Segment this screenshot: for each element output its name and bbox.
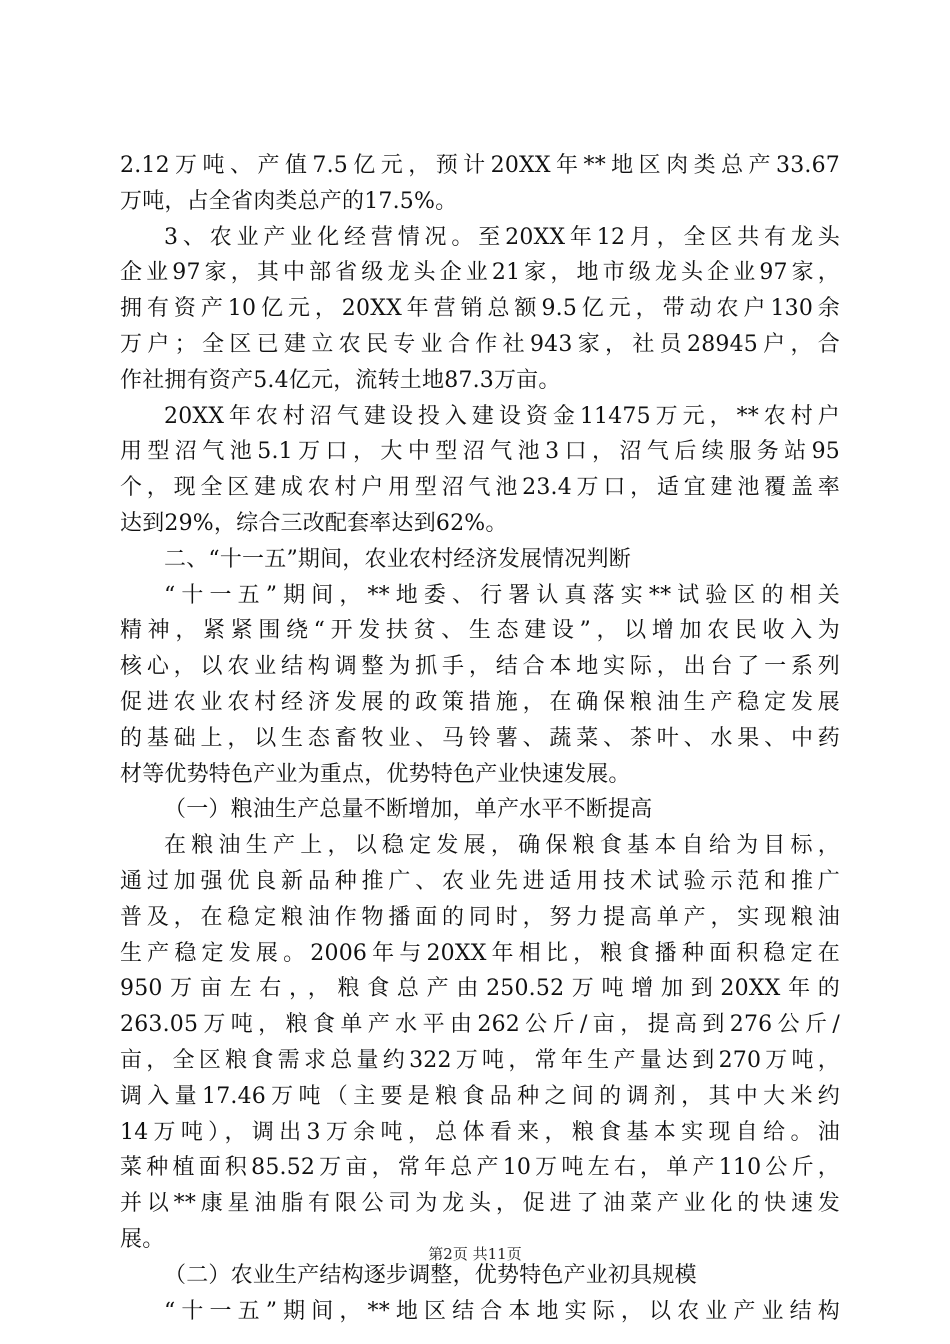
text-line: 14万吨），调出3万余吨，总体看来，粮食基本实现自给。油 [120, 1119, 840, 1145]
text-line: “十一五”期间，**地区结合本地实际，以农业产业结构 [164, 1298, 840, 1324]
text-line: 普及，在稳定粮油作物播面的同时，努力提高单产，实现粮油 [120, 904, 840, 930]
text-line: 二、“十一五”期间，农业农村经济发展情况判断 [164, 546, 631, 572]
text-line: 用型沼气池5.1万口，大中型沼气池3口，沼气后续服务站95 [120, 439, 840, 465]
text-line: 企业97家，其中部省级龙头企业21家，地市级龙头企业97家， [120, 260, 840, 286]
text-line: 生产稳定发展。2006年与20XX年相比，粮食播种面积稳定在 [120, 940, 840, 966]
document-body [120, 148, 840, 1329]
text-line: 拥有资产10亿元，20XX年营销总额9.5亿元，带动农户130余 [120, 296, 840, 322]
text-line: 万户；全区已建立农民专业合作社943家，社员28945户，合 [120, 331, 840, 357]
page-number-footer: 第2页 共11页 [428, 1245, 522, 1263]
text-line: 通过加强优良新品种推广、农业先进适用技术试验示范和推广 [120, 868, 840, 894]
text-line: 个，现全区建成农村户用型沼气池23.4万口，适宜建池覆盖率 [120, 475, 840, 501]
text-line: 核心，以农业结构调整为抓手，结合本地实际，出台了一系列 [120, 654, 840, 680]
text-line: “十一五”期间，**地委、行署认真落实**试验区的相关 [164, 582, 840, 608]
text-line: 并以**康星油脂有限公司为龙头，促进了油菜产业化的快速发 [120, 1191, 840, 1217]
text-line: 263.05万吨，粮食单产水平由262公斤/亩，提高到276公斤/ [120, 1012, 840, 1038]
text-line: 2.12万吨、产值7.5亿元，预计20XX年**地区肉类总产33.67 [120, 153, 840, 178]
text-line: 20XX年农村沼气建设投入建设资金11475万元，**农村户 [164, 403, 840, 429]
text-line: 万吨，占全省肉类总产的17.5%。 [120, 188, 458, 214]
text-line: 达到29%，综合三改配套率达到62%。 [120, 510, 508, 536]
text-line: 的基础上，以生态畜牧业、马铃薯、蔬菜、茶叶、水果、中药 [120, 725, 840, 751]
text-line: 展。 [120, 1226, 165, 1252]
text-line: 亩，全区粮食需求总量约322万吨，常年生产量达到270万吨， [120, 1047, 840, 1073]
text-line: 950万亩左右，，粮食总产由250.52万吨增加到20XX年的 [120, 976, 840, 1002]
text-line: 3、农业产业化经营情况。至20XX年12月，全区共有龙头 [164, 224, 840, 250]
text-line: 菜种植面积85.52万亩，常年总产10万吨左右，单产110公斤， [120, 1155, 840, 1181]
text-line: 促进农业农村经济发展的政策措施，在确保粮油生产稳定发展 [120, 689, 840, 715]
text-line: 精神，紧紧围绕“开发扶贫、生态建设”，以增加农民收入为 [120, 618, 840, 644]
text-line: 调入量17.46万吨（主要是粮食品种之间的调剂，其中大米约 [120, 1083, 840, 1109]
text-line: （一）粮油生产总量不断增加，单产水平不断提高 [164, 797, 653, 823]
text-line: （二）农业生产结构逐步调整，优势特色产业初具规模 [164, 1262, 697, 1288]
text-line: 在粮油生产上，以稳定发展，确保粮食基本自给为目标， [164, 833, 840, 859]
text-line: 材等优势特色产业为重点，优势特色产业快速发展。 [120, 761, 631, 787]
text-line: 作社拥有资产5.4亿元，流转土地87.3万亩。 [120, 367, 561, 393]
